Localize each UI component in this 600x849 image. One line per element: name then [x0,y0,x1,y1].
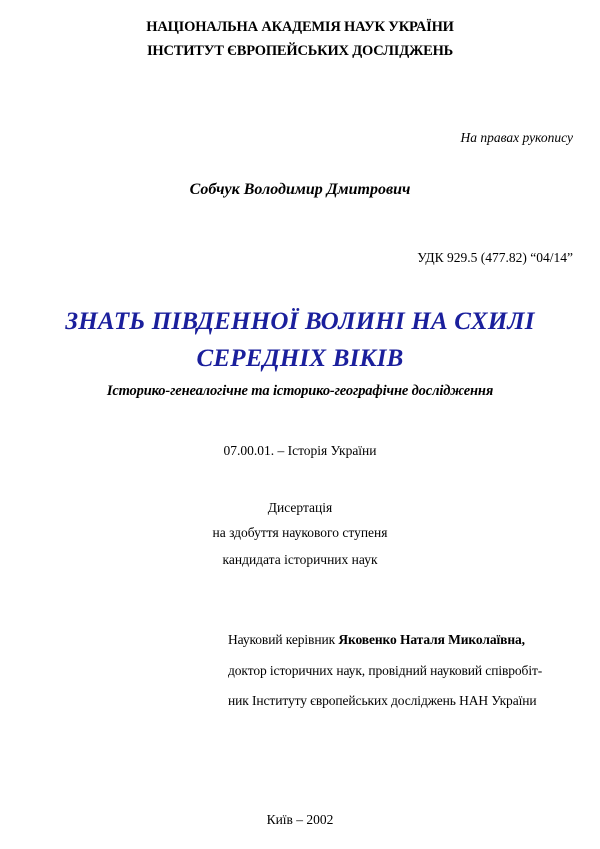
title-line-1: ЗНАТЬ ПІВДЕННОЇ ВОЛИНІ НА СХИЛІ [65,308,535,335]
supervisor-name: Яковенко Наталя Миколаївна, [338,632,525,647]
degree-line: на здобуття наукового ступеня [212,525,388,540]
author-name: Собчук Володимир Дмитрович [189,181,411,198]
specialty-code: 07.00.01. – Історія України [223,443,377,458]
institute-name: ІНСТИТУТ ЄВРОПЕЙСЬКИХ ДОСЛІДЖЕНЬ [146,43,454,59]
supervisor-line-3: ник Інституту європейських досліджень НАН України [228,693,537,708]
place-and-year: Київ – 2002 [266,812,334,827]
supervisor-line-2: доктор історичних наук, провідний науковий співробіт- [228,663,543,678]
supervisor-line-1 [228,633,525,647]
supervisor-label: Науковий керівник [228,632,339,647]
academy-name: НАЦІОНАЛЬНА АКАДЕМІЯ НАУК УКРАЇНИ [146,19,454,35]
title-line-2: СЕРЕДНІХ ВІКІВ [196,345,404,372]
manuscript-note: На правах рукопису [460,130,573,145]
degree-name: кандидата історичних наук [222,552,378,567]
subtitle: Історико-генеалогічне та історико-географічне дослідження [106,383,494,399]
udc-code: УДК 929.5 (477.82) “04/14” [417,250,573,265]
dissertation-label: Дисертація [267,500,333,515]
